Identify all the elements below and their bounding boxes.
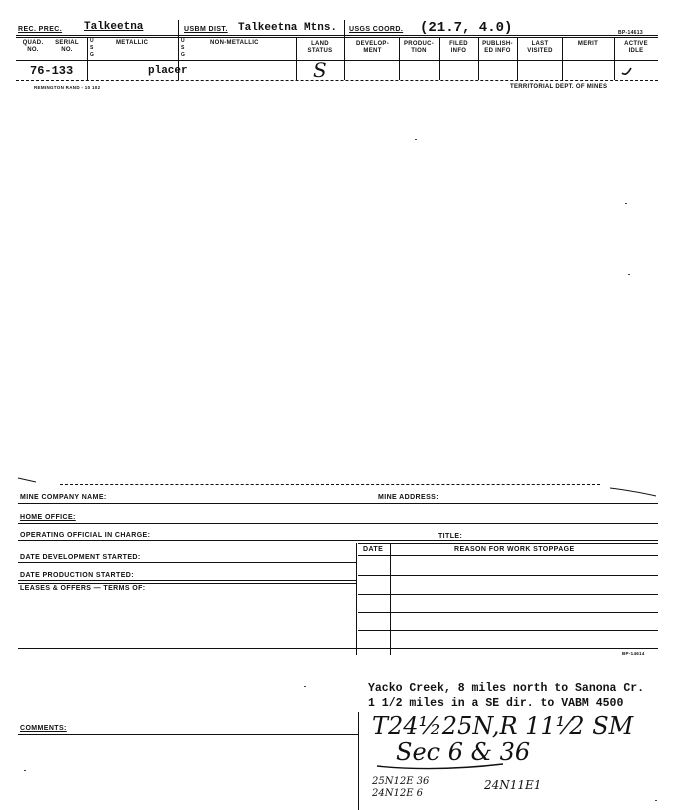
handwritten-underline xyxy=(375,760,505,774)
form-number: BP-14613 xyxy=(618,30,643,36)
stray-mark xyxy=(415,139,417,140)
col-serial-no: SERIAL NO. xyxy=(55,40,79,53)
reason-label: REASON FOR WORK STOPPAGE xyxy=(454,546,575,553)
col-active-idle: ACTIVE IDLE xyxy=(624,41,648,54)
metallic-value: placer xyxy=(148,65,188,77)
quad-serial-value: 76-133 xyxy=(30,64,74,78)
col-us-right: U S G xyxy=(181,38,186,58)
usgm-dist-label: USBM DIST. xyxy=(184,26,228,33)
stray-mark xyxy=(24,770,26,771)
printer-label: REMINGTON RAND - 10 xyxy=(34,85,91,90)
check-mark-icon xyxy=(620,64,634,78)
col-published-info: PUBLISH-ED INFO xyxy=(482,41,513,54)
date-label: DATE xyxy=(363,546,384,553)
stray-mark xyxy=(628,274,630,275)
prod-started-label: DATE PRODUCTION STARTED: xyxy=(20,572,134,579)
operating-official-label: OPERATING OFFICIAL IN CHARGE: xyxy=(20,532,151,539)
usgs-coord-label: USGS COORD. xyxy=(349,26,404,33)
card-corner-mark xyxy=(608,484,658,498)
handwritten-section: Sec 6 & 36 xyxy=(396,738,531,766)
dept-label: TERRITORIAL DEPT. OF MINES xyxy=(510,84,608,90)
handwritten-ref-1: 25N12E 36 xyxy=(372,776,430,787)
land-status-value: S xyxy=(313,58,327,82)
col-metallic: METALLIC xyxy=(116,40,149,46)
mine-company-label: MINE COMPANY NAME: xyxy=(20,494,107,501)
col-land-status: LAND STATUS xyxy=(307,41,333,54)
stray-mark xyxy=(655,800,657,801)
handwritten-ref-3: 24N11E1 xyxy=(484,778,542,792)
col-filed-info: FILED INFO xyxy=(449,41,468,54)
col-non-metallic: NON-METALLIC xyxy=(210,40,259,46)
handwritten-ref-2: 24N12E 6 xyxy=(372,788,424,799)
home-office-label: HOME OFFICE: xyxy=(20,514,76,521)
leases-label: LEASES & OFFERS — TERMS OF: xyxy=(20,585,146,592)
note-line-2: 1 1/2 miles in a SE dir. to VABM 4500 xyxy=(368,697,624,710)
handwritten-township: T24½25N,R 11⅟2 SM xyxy=(372,712,634,740)
title-label: TITLE: xyxy=(438,533,463,540)
col-merit: MERIT xyxy=(577,41,599,47)
rec-prec-label: REC. PREC. xyxy=(18,26,63,33)
note-line-1: Yacko Creek, 8 miles north to Sanona Cr. xyxy=(368,682,645,695)
stray-mark xyxy=(304,686,306,687)
col-quad-no: QUAD. NO. xyxy=(22,40,44,53)
usgm-dist-value: Talkeetna Mtns. xyxy=(238,22,338,34)
comments-label: COMMENTS: xyxy=(20,725,67,732)
usgs-coord-value: (21.7, 4.0) xyxy=(420,20,513,36)
form-number-2: BP-14614 xyxy=(622,651,645,656)
dev-started-label: DATE DEVELOPMENT STARTED: xyxy=(20,554,141,561)
col-last-visited: LAST VISITED xyxy=(527,41,553,54)
card-corner-mark xyxy=(16,476,46,490)
mine-address-label: MINE ADDRESS: xyxy=(378,494,439,501)
printer-code: 102 xyxy=(92,85,101,90)
stray-mark xyxy=(625,203,627,204)
col-production: PRODUC-TION xyxy=(403,41,435,54)
col-development: DEVELOP-MENT xyxy=(355,41,390,54)
rec-prec-value: Talkeetna xyxy=(84,21,144,33)
col-us-left: U S G xyxy=(90,38,95,58)
